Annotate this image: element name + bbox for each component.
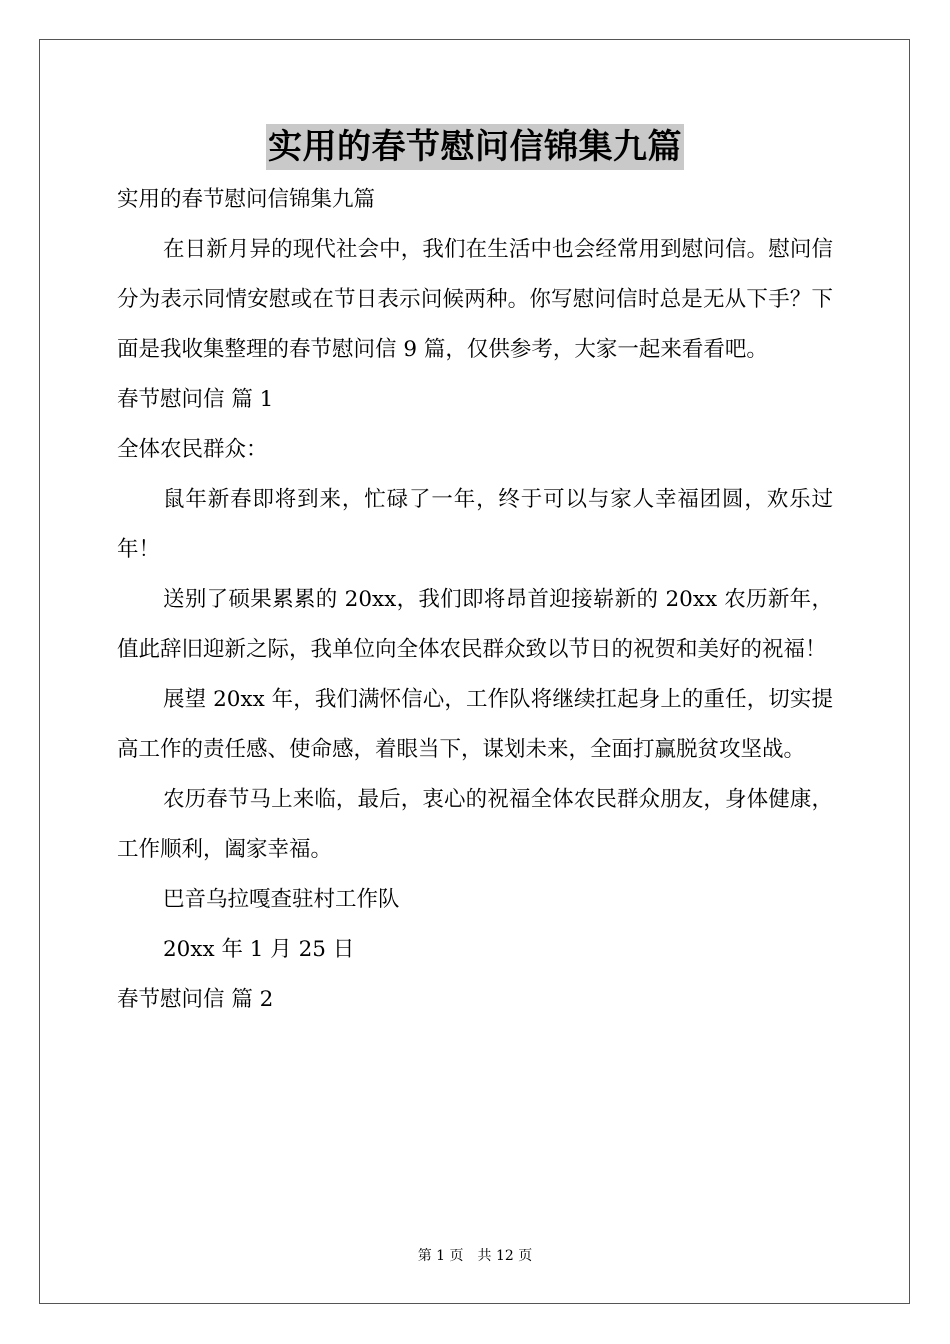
paragraph-3: 展望 20xx 年，我们满怀信心，工作队将继续扛起身上的重任，切实提高工作的责任感、使命感，着眼当下，谋划未来，全面打赢脱贫攻坚战。 <box>117 687 833 762</box>
page-total: 共 12 页 <box>477 1248 533 1264</box>
paragraph-4: 农历春节马上来临，最后，衷心的祝福全体农民群众朋友，身体健康，工作顺利，阖家幸福。 <box>117 787 833 862</box>
title-container <box>0 124 950 170</box>
paragraph-1: 鼠年新春即将到来，忙碌了一年，终于可以与家人幸福团圆，欢乐过年！ <box>117 487 833 562</box>
page-number: 第 1 页 <box>417 1248 464 1264</box>
salutation: 全体农民群众： <box>117 437 268 462</box>
signature: 巴音乌拉嘎查驻村工作队 <box>163 887 400 912</box>
date: 20xx 年 1 月 25 日 <box>163 937 355 962</box>
subtitle: 实用的春节慰问信锦集九篇 <box>117 187 376 212</box>
section-heading-1: 春节慰问信 篇 1 <box>117 387 274 412</box>
section-heading-2: 春节慰问信 篇 2 <box>117 987 274 1012</box>
page-footer <box>0 1246 950 1266</box>
intro-paragraph: 在日新月异的现代社会中，我们在生活中也会经常用到慰问信。慰问信分为表示同情安慰或在节日表示问候两种。你写慰问信时总是无从下手？下面是我收集整理的春节慰问信 9 篇，仅供参考，大家一起来看看吧。 <box>117 237 833 362</box>
document-title: 实用的春节慰问信锦集九篇 <box>266 124 684 170</box>
document-body <box>117 175 833 1025</box>
paragraph-2: 送别了硕果累累的 20xx，我们即将昂首迎接崭新的 20xx 农历新年，值此辞旧迎新之际，我单位向全体农民群众致以节日的祝贺和美好的祝福！ <box>117 587 833 662</box>
